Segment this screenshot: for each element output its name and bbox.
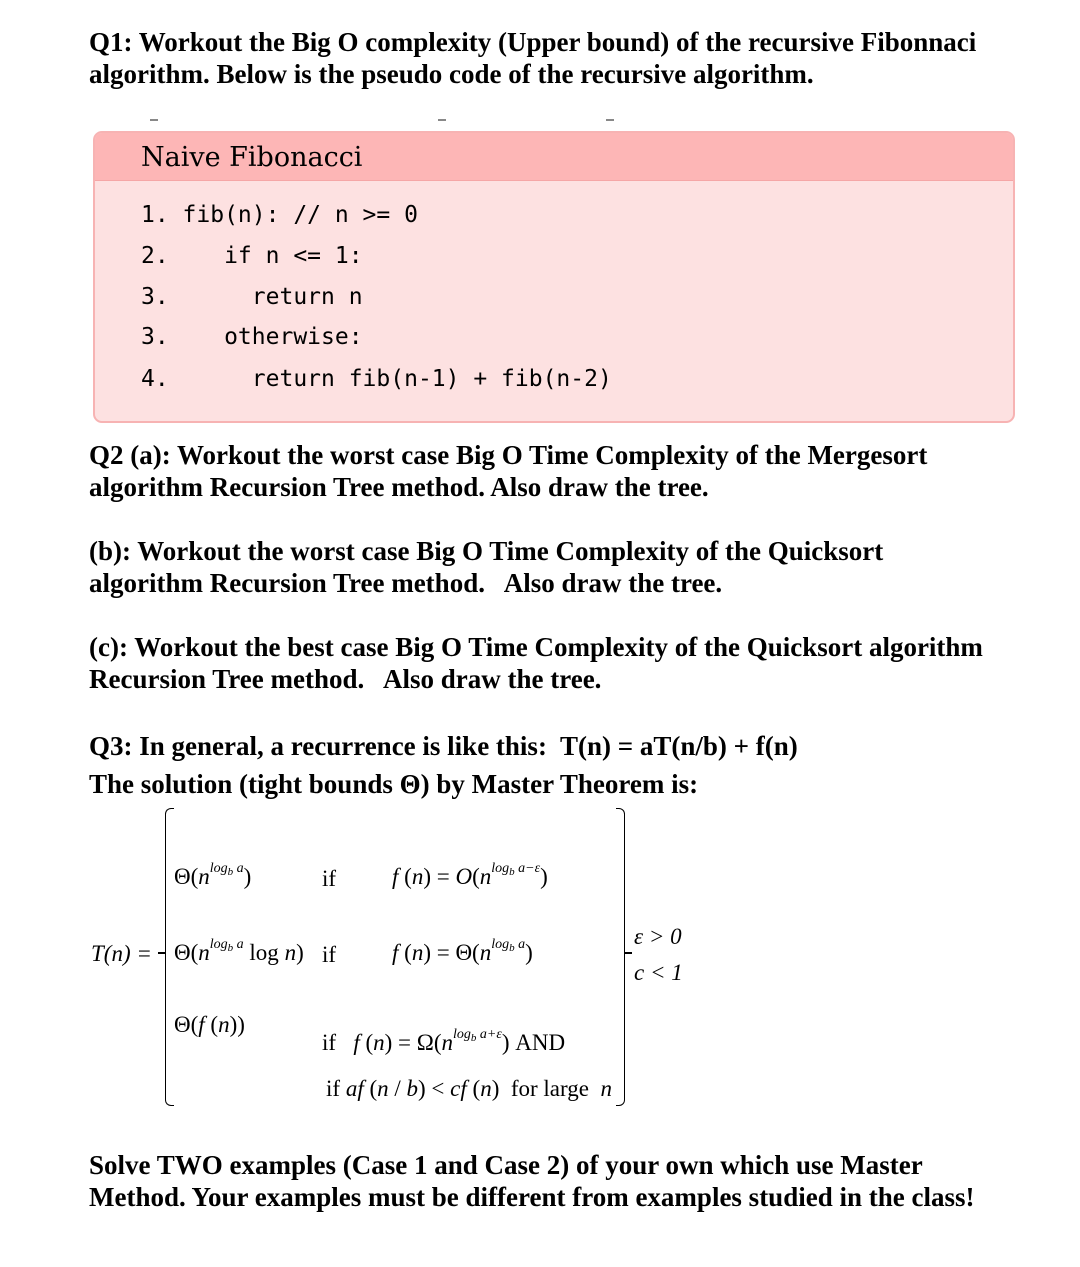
case-2-condition: f $(n) = \Theta(n^{log_b a})$ <box>392 937 533 965</box>
question-2b <box>89 535 883 599</box>
constraint-c: c < 1 <box>634 960 683 985</box>
case-3-condition: if f $(n) = \Omega(n^{log_b a+\varepsilon})$ AND <box>322 1027 566 1055</box>
stray-mark <box>150 119 158 121</box>
question-3-line-1: Q3: In general, a recurrence is like this: T(n) = aT(n/b) + f(n) <box>89 731 798 761</box>
question-2b-line-1: (b): Workout the worst case Big O Time Complexity of the Quicksort <box>89 536 884 566</box>
left-brace <box>165 808 174 1106</box>
constraint-epsilon: ε > 0 <box>634 924 682 949</box>
question-2c-line-2: Recursion Tree method. Also draw the tree. <box>89 664 602 694</box>
case-1-result: $\Theta(n^{log_b a})$ <box>174 861 252 889</box>
code-line: 1. fib(n): // n >= 0 <box>141 202 418 228</box>
code-line: 3. otherwise: <box>141 324 363 350</box>
case-1-condition: f $(n) = O(n^{log_b a-\varepsilon})$ <box>392 861 548 889</box>
case-3-regularity: if af (n / b) < cf (n) for large n <box>326 1076 612 1101</box>
final-instruction-line-1: Solve TWO examples (Case 1 and Case 2) of your own which use Master <box>89 1150 923 1180</box>
question-2a-line-2: algorithm Recursion Tree method. Also draw the tree. <box>89 472 709 502</box>
pseudo-code-title: Naive Fibonacci <box>95 133 1013 181</box>
question-2a-line-1: Q2 (a): Workout the worst case Big O Time Complexity of the Mergesort <box>89 440 928 470</box>
question-2c <box>89 631 983 695</box>
stray-mark <box>438 119 446 121</box>
case-2-if: if <box>322 942 337 967</box>
question-1-line-1: Q1: Workout the Big O complexity (Upper bound) of the recursive Fibonnaci <box>89 27 977 57</box>
final-instruction-line-2: Method. Your examples must be different from examples studied in the class! <box>89 1182 975 1212</box>
case-1-if: if <box>322 866 337 891</box>
code-line: 4. return fib(n-1) + fib(n-2) <box>141 366 612 392</box>
right-brace-tip <box>624 952 632 954</box>
right-brace <box>616 808 625 1106</box>
question-1 <box>89 26 976 90</box>
question-3-line-2: The solution (tight bounds Θ) by Master Theorem is: <box>89 769 699 799</box>
code-line: 2. if n <= 1: <box>141 243 363 269</box>
question-3 <box>89 727 798 803</box>
question-2a <box>89 439 927 503</box>
code-line: 3. return n <box>141 284 363 310</box>
case-2-result: $\Theta(n^{log_b a}$ log n) <box>174 937 304 965</box>
question-2b-line-2: algorithm Recursion Tree method. Also draw the tree. <box>89 568 723 598</box>
stray-mark <box>606 119 614 121</box>
final-instruction <box>89 1149 974 1213</box>
question-2c-line-1: (c): Workout the best case Big O Time Complexity of the Quicksort algorithm <box>89 632 983 662</box>
case-3-result: Θ(f (n)) <box>174 1012 245 1037</box>
recurrence-lhs: T(n) = <box>91 941 152 966</box>
question-1-line-2: algorithm. Below is the pseudo code of the recursive algorithm. <box>89 59 814 89</box>
pseudo-code-box <box>93 131 1015 423</box>
